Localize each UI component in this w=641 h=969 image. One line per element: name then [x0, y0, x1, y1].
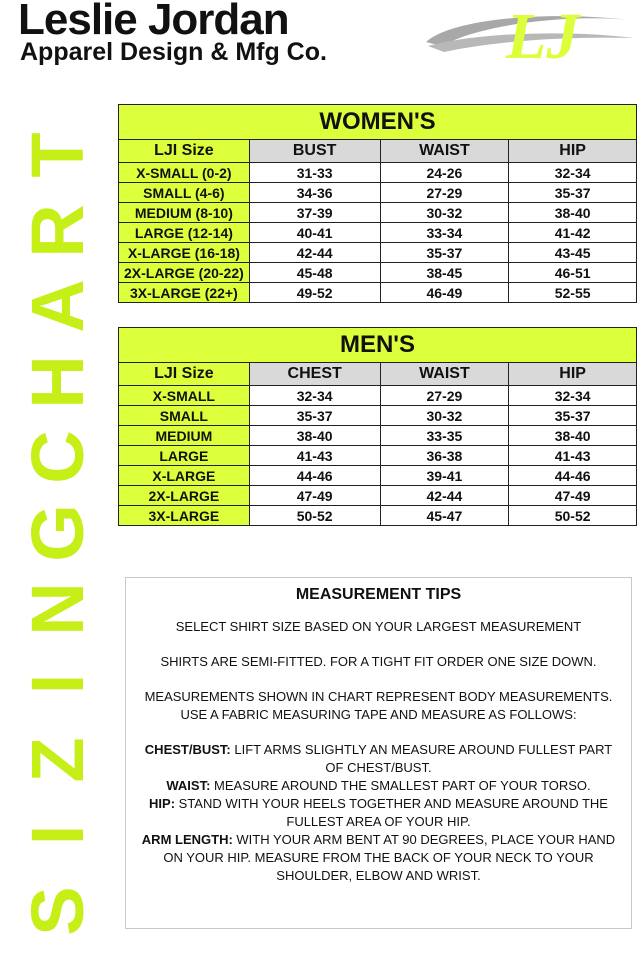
title-letter: T [16, 132, 99, 178]
size-cell: 3X-LARGE [119, 506, 250, 526]
sizing-chart-vertical-title [18, 118, 98, 948]
title-letter: C [16, 430, 99, 485]
size-cell: X-LARGE [119, 466, 250, 486]
measurement-cell: 42-44 [380, 486, 509, 506]
size-cell: MEDIUM [119, 426, 250, 446]
measurement-cell: 35-37 [249, 406, 380, 426]
size-cell: LARGE (12-14) [119, 223, 250, 243]
title-letter: Z [16, 737, 99, 783]
measurement-cell: 35-37 [509, 183, 637, 203]
definition-arm-length [126, 831, 631, 885]
brand-name: Leslie Jordan [18, 0, 289, 44]
title-letter: R [16, 203, 99, 258]
table-row [119, 426, 637, 446]
table-row [119, 486, 637, 506]
column-header: WAIST [380, 140, 509, 163]
measurement-cell: 39-41 [380, 466, 509, 486]
definition-text: STAND WITH YOUR HEELS TOGETHER AND MEASURE AROUND THE FULLEST AREA OF YOUR HIP. [175, 796, 608, 829]
lj-logo-icon [420, 2, 640, 66]
tip-paragraph: SHIRTS ARE SEMI-FITTED. FOR A TIGHT FIT ORDER ONE SIZE DOWN. [160, 654, 597, 669]
size-cell: 2X-LARGE [119, 486, 250, 506]
table-row [119, 466, 637, 486]
definition-chest-bust [126, 741, 631, 777]
size-cell: X-SMALL (0-2) [119, 163, 250, 183]
definition-term: ARM LENGTH: [141, 832, 233, 847]
measurement-cell: 38-40 [509, 203, 637, 223]
title-letter: I [16, 673, 99, 695]
column-header: HIP [509, 140, 637, 163]
column-header: CHEST [249, 363, 380, 386]
measurement-cell: 35-37 [509, 406, 637, 426]
measurement-cell: 45-48 [249, 263, 380, 283]
measurement-cell: 46-51 [509, 263, 637, 283]
size-cell: LARGE [119, 446, 250, 466]
measurement-cell: 42-44 [249, 243, 380, 263]
measurement-cell: 38-45 [380, 263, 509, 283]
measurement-cell: 52-55 [509, 283, 637, 303]
title-letter: N [16, 581, 99, 636]
table-row [119, 223, 637, 243]
measurement-cell: 44-46 [249, 466, 380, 486]
definition-term: CHEST/BUST: [144, 742, 231, 757]
mens-size-table [118, 327, 637, 526]
title-letter: G [16, 504, 99, 562]
table-row [119, 386, 637, 406]
measurement-tips-box [125, 577, 632, 929]
definition-text: WITH YOUR ARM BENT AT 90 DEGREES, PLACE YOUR HAND ON YOUR HIP. MEASURE FROM THE BACK OF YOUR NECK TO YOUR SHOULDER, ELBOW AND WRIST. [163, 832, 616, 883]
size-cell: X-LARGE (16-18) [119, 243, 250, 263]
measurement-cell: 46-49 [380, 283, 509, 303]
title-letter: H [16, 355, 99, 409]
definition-term: HIP: [149, 796, 176, 811]
measurement-definitions [126, 741, 631, 885]
measurement-cell: 32-34 [249, 386, 380, 406]
brand-subtitle: Apparel Design & Mfg Co. [20, 38, 327, 66]
size-cell: 2X-LARGE (20-22) [119, 263, 250, 283]
measurement-cell: 34-36 [249, 183, 380, 203]
measurement-cell: 49-52 [249, 283, 380, 303]
measurement-cell: 27-29 [380, 386, 509, 406]
column-header: LJI Size [119, 140, 250, 163]
table-row [119, 163, 637, 183]
measurement-cell: 38-40 [249, 426, 380, 446]
measurement-cell: 43-45 [509, 243, 637, 263]
measurement-cell: 50-52 [509, 506, 637, 526]
logo-letters: LJ [506, 2, 580, 66]
measurement-cell: 31-33 [249, 163, 380, 183]
measurement-cell: 24-26 [380, 163, 509, 183]
size-cell: SMALL [119, 406, 250, 426]
measurement-cell: 41-43 [509, 446, 637, 466]
table-row [119, 183, 637, 203]
definition-text: LIFT ARMS SLIGHTLY AN MEASURE AROUND FULLEST PART OF CHEST/BUST. [230, 742, 613, 775]
table-row [119, 406, 637, 426]
table-title: MEN'S [119, 328, 637, 363]
measurement-cell: 38-40 [509, 426, 637, 446]
size-cell: SMALL (4-6) [119, 183, 250, 203]
size-cell: 3X-LARGE (22+) [119, 283, 250, 303]
table-row [119, 446, 637, 466]
title-letter: A [16, 279, 99, 333]
measurement-cell: 32-34 [509, 163, 637, 183]
measurement-cell: 27-29 [380, 183, 509, 203]
table-row [119, 243, 637, 263]
title-letter: S [16, 886, 99, 936]
size-cell: MEDIUM (8-10) [119, 203, 250, 223]
womens-size-table [118, 104, 637, 303]
measurement-cell: 41-42 [509, 223, 637, 243]
definition-hip [126, 795, 631, 831]
measurement-cell: 32-34 [509, 386, 637, 406]
column-header: WAIST [380, 363, 509, 386]
table-row [119, 263, 637, 283]
column-header: BUST [249, 140, 380, 163]
measurement-cell: 33-34 [380, 223, 509, 243]
measurement-cell: 45-47 [380, 506, 509, 526]
column-header: LJI Size [119, 363, 250, 386]
tips-title: MEASUREMENT TIPS [295, 586, 462, 603]
measurement-cell: 37-39 [249, 203, 380, 223]
measurement-cell: 40-41 [249, 223, 380, 243]
measurement-cell: 44-46 [509, 466, 637, 486]
measurement-cell: 50-52 [249, 506, 380, 526]
column-header: HIP [509, 363, 637, 386]
header [0, 0, 641, 80]
title-letter: I [16, 825, 99, 846]
measurement-cell: 41-43 [249, 446, 380, 466]
measurement-cell: 36-38 [380, 446, 509, 466]
measurement-cell: 47-49 [249, 486, 380, 506]
measurement-cell: 30-32 [380, 406, 509, 426]
tip-paragraph: SELECT SHIRT SIZE BASED ON YOUR LARGEST MEASUREMENT [175, 619, 582, 634]
measurement-cell: 35-37 [380, 243, 509, 263]
table-row [119, 203, 637, 223]
measurement-cell: 30-32 [380, 203, 509, 223]
definition-text: MEASURE AROUND THE SMALLEST PART OF YOUR TORSO. [210, 778, 591, 793]
tip-paragraph: MEASUREMENTS SHOWN IN CHART REPRESENT BODY MEASUREMENTS. USE A FABRIC MEASURING TAPE AND MEASURE AS FOLLOWS: [144, 689, 613, 722]
size-cell: X-SMALL [119, 386, 250, 406]
definition-term: WAIST: [166, 778, 211, 793]
table-title: WOMEN'S [119, 105, 637, 140]
measurement-cell: 33-35 [380, 426, 509, 446]
table-row [119, 283, 637, 303]
definition-waist [126, 777, 631, 795]
table-row [119, 506, 637, 526]
measurement-cell: 47-49 [509, 486, 637, 506]
